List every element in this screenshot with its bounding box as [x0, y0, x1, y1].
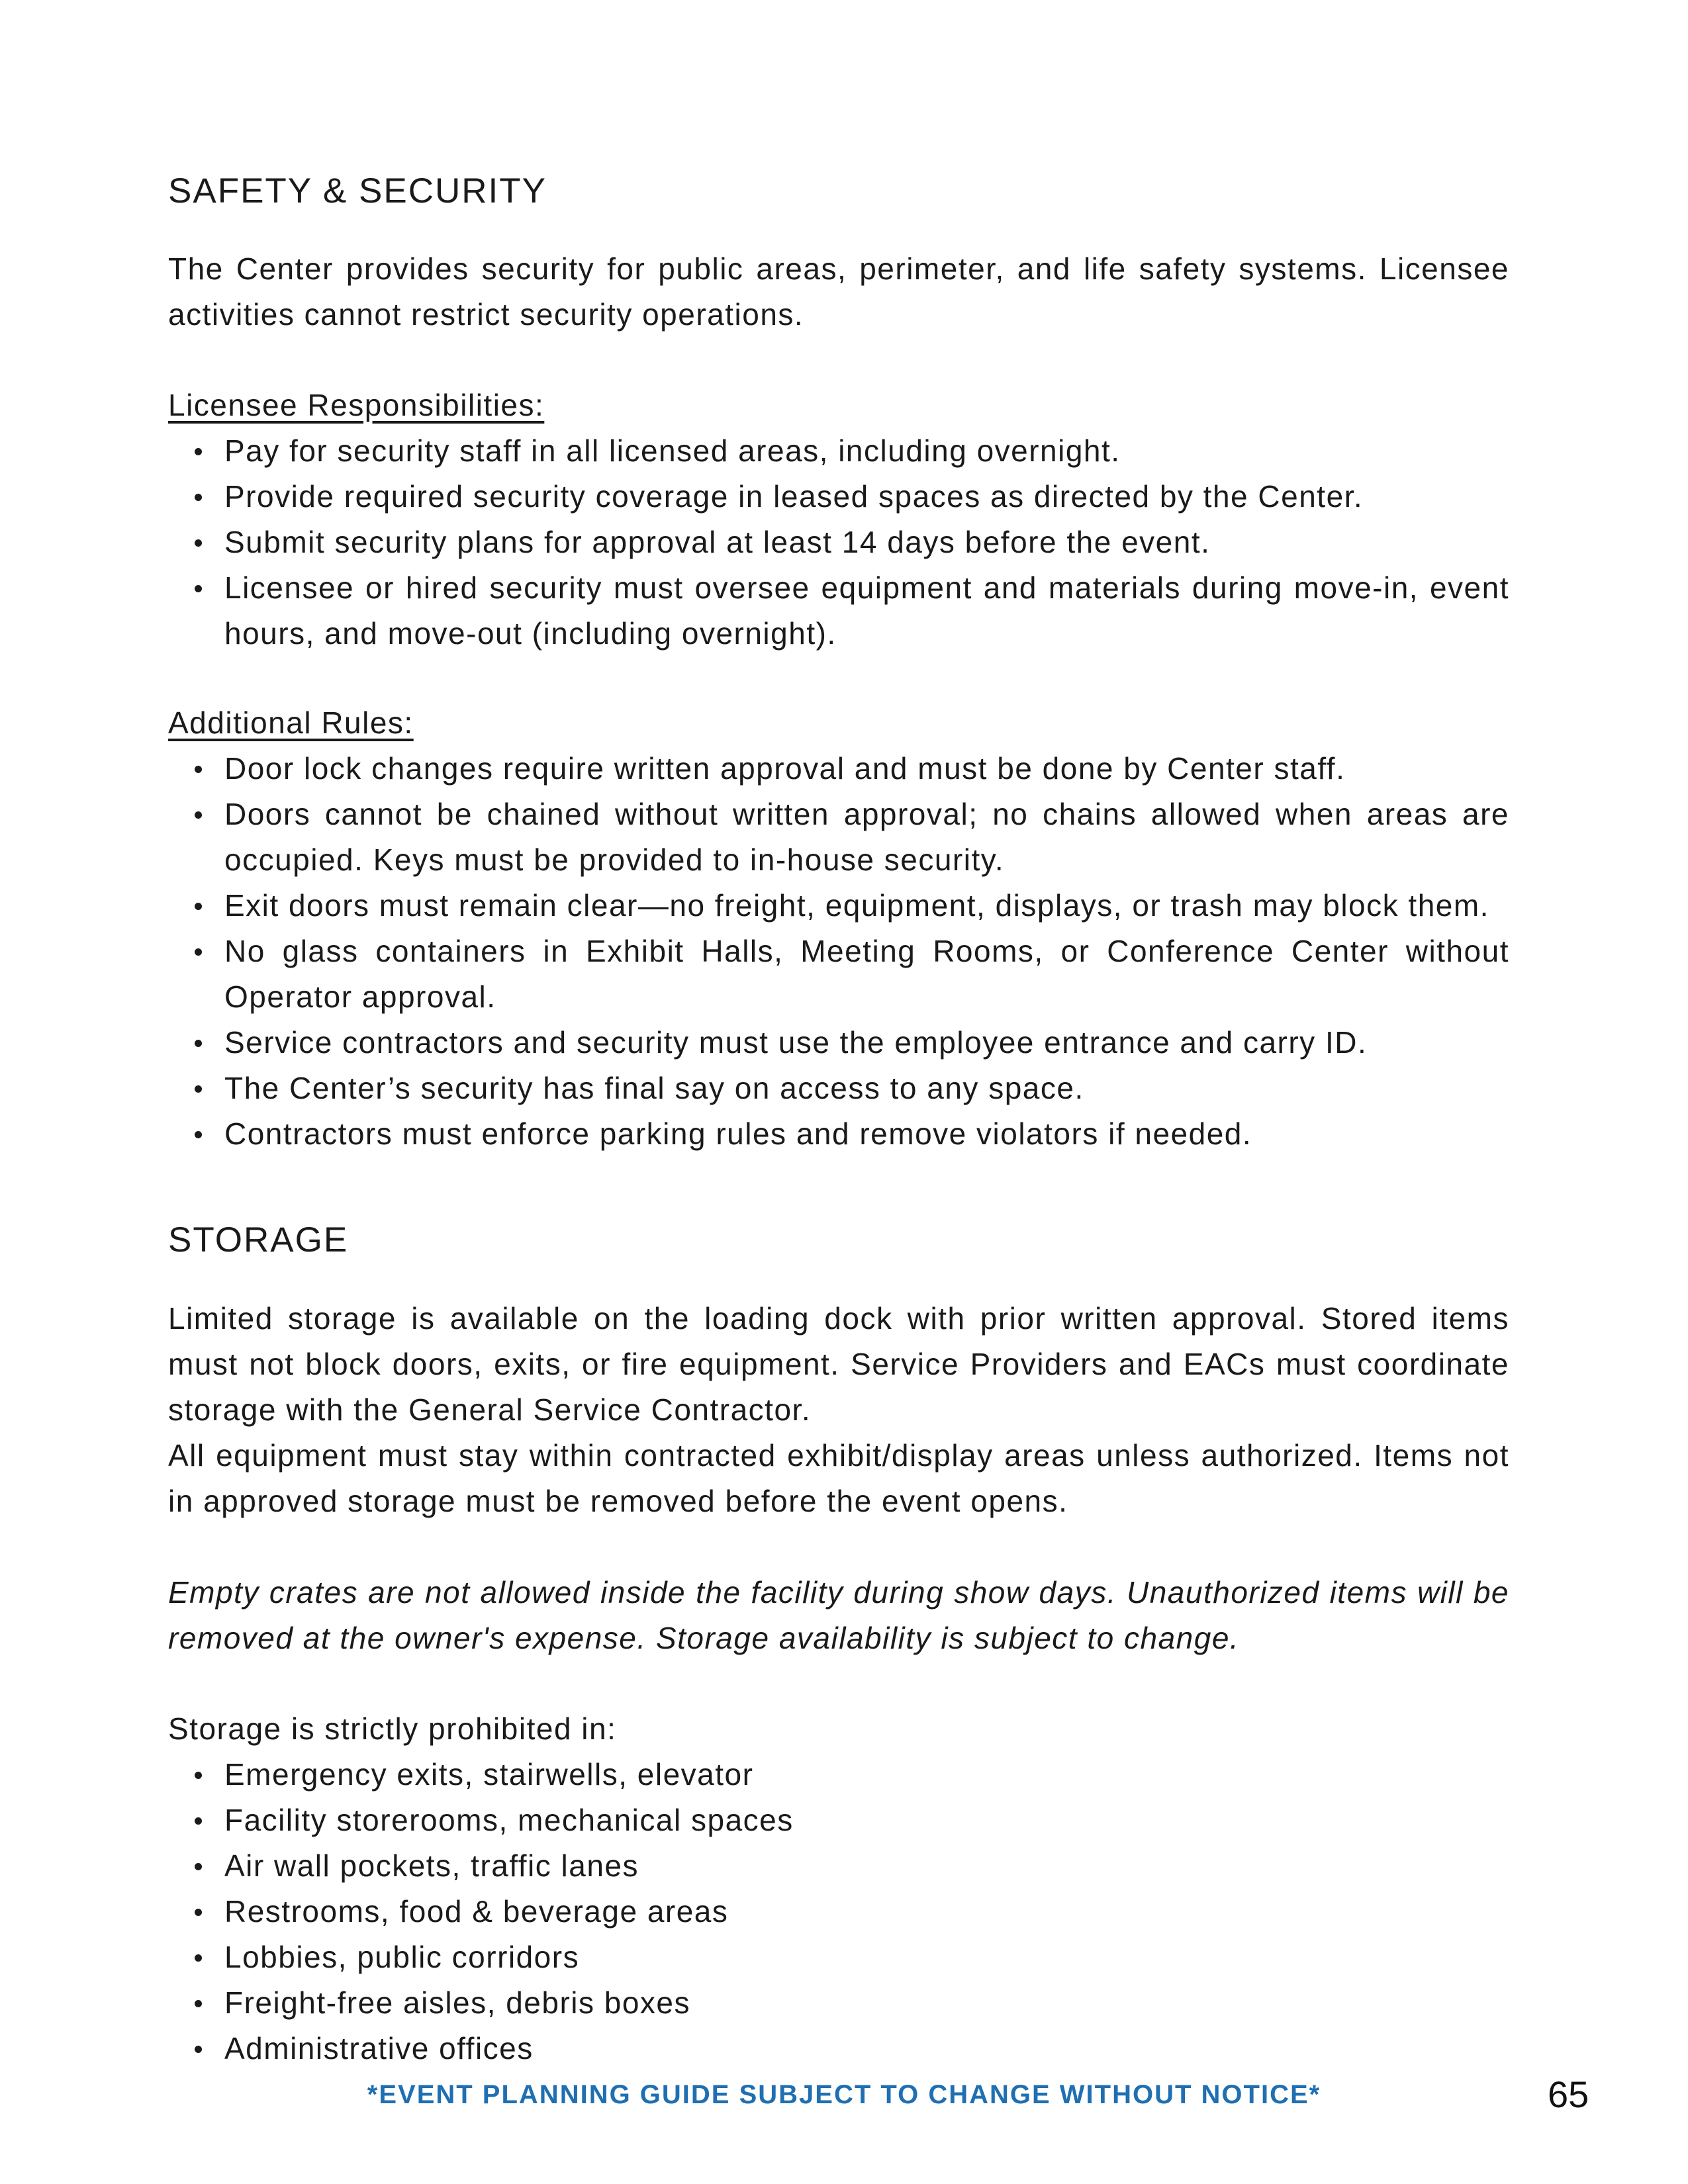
list-item: Contractors must enforce parking rules and remove violators if needed. — [168, 1111, 1509, 1157]
safety-security-heading: SAFETY & SECURITY — [168, 171, 547, 210]
safety-intro-paragraph: The Center provides security for public areas, perimeter, and life safety systems. Licensee activities cannot restrict security operations. — [168, 251, 1509, 332]
footer-notice: *EVENT PLANNING GUIDE SUBJECT TO CHANGE WITHOUT NOTICE* — [367, 2080, 1321, 2109]
licensee-responsibilities-list — [168, 428, 1509, 657]
additional-rules-heading: Additional Rules: — [168, 705, 414, 740]
storage-note: Empty crates are not allowed inside the facility during show days. Unauthorized items will be removed at the owner's expense. Storage availability is subject to change. — [168, 1575, 1509, 1655]
list-item: Door lock changes require written approval and must be done by Center staff. — [168, 746, 1509, 792]
list-item: Pay for security staff in all licensed areas, including overnight. — [168, 428, 1509, 474]
list-item: Service contractors and security must use the employee entrance and carry ID. — [168, 1020, 1509, 1066]
list-item: Doors cannot be chained without written approval; no chains allowed when areas are occupied. Keys must be provided to in-house security. — [168, 792, 1509, 883]
storage-prohibited-list — [168, 1752, 1509, 2071]
list-item: Air wall pockets, traffic lanes — [168, 1843, 1509, 1889]
list-item: Exit doors must remain clear—no freight, equipment, displays, or trash may block them. — [168, 883, 1509, 929]
list-item: Administrative offices — [168, 2026, 1509, 2071]
list-item: Facility storerooms, mechanical spaces — [168, 1797, 1509, 1843]
page-number: 65 — [1548, 2073, 1589, 2115]
storage-heading: STORAGE — [168, 1220, 349, 1259]
list-item: Restrooms, food & beverage areas — [168, 1889, 1509, 1934]
list-item: Lobbies, public corridors — [168, 1934, 1509, 1980]
list-item: Licensee or hired security must oversee equipment and materials during move-in, event hours, and move-out (including overnight). — [168, 565, 1509, 657]
list-item: No glass containers in Exhibit Halls, Meeting Rooms, or Conference Center without Operator approval. — [168, 929, 1509, 1020]
list-item: Emergency exits, stairwells, elevator — [168, 1752, 1509, 1797]
storage-prohibited-intro: Storage is strictly prohibited in: — [168, 1711, 617, 1746]
additional-rules-list — [168, 746, 1509, 1157]
licensee-responsibilities-heading: Licensee Responsibilities: — [168, 388, 545, 422]
storage-paragraph-1: Limited storage is available on the loading dock with prior written approval. Stored items must not block doors, exits, or fire equipment. Service Providers and EACs must coordinate storage with the General Service Contractor. — [168, 1301, 1509, 1427]
list-item: The Center’s security has final say on access to any space. — [168, 1066, 1509, 1111]
list-item: Provide required security coverage in leased spaces as directed by the Center. — [168, 474, 1509, 520]
list-item: Submit security plans for approval at least 14 days before the event. — [168, 520, 1509, 565]
list-item: Freight-free aisles, debris boxes — [168, 1980, 1509, 2026]
storage-paragraph-2: All equipment must stay within contracted exhibit/display areas unless authorized. Items not in approved storage must be removed before the event opens. — [168, 1438, 1509, 1518]
